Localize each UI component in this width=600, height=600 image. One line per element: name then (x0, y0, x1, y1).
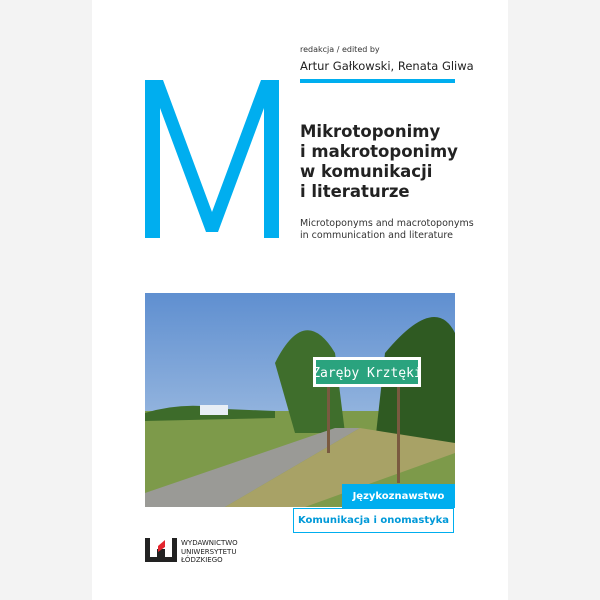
sign-text: Zaręby Krztęki (312, 366, 422, 381)
publisher-line: ŁÓDZKIEGO (181, 556, 223, 564)
big-letter-m (145, 80, 279, 240)
authors: Artur Gałkowski, Renata Gliwa (300, 59, 474, 73)
cover-photo (145, 293, 455, 507)
title-line: w komunikacji (300, 162, 433, 181)
publisher-name (181, 539, 238, 565)
title-line: i literaturze (300, 182, 410, 201)
publisher-line: WYDAWNICTWO (181, 539, 238, 547)
subtitle-line: in communication and literature (300, 230, 453, 241)
book-subtitle (300, 218, 474, 242)
title-line: Mikrotoponimy (300, 122, 441, 141)
category-badge: Językoznawstwo (342, 484, 455, 508)
title-line: i makrotoponimy (300, 142, 458, 161)
publisher-line: UNIWERSYTETU (181, 547, 237, 556)
accent-rule (300, 79, 455, 83)
publisher-logo (145, 538, 177, 562)
series-badge: Komunikacja i onomastyka (293, 508, 454, 533)
book-title (300, 122, 458, 202)
edited-by-label: redakcja / edited by (300, 45, 380, 54)
subtitle-line: Microtoponyms and macrotoponyms (300, 218, 474, 229)
